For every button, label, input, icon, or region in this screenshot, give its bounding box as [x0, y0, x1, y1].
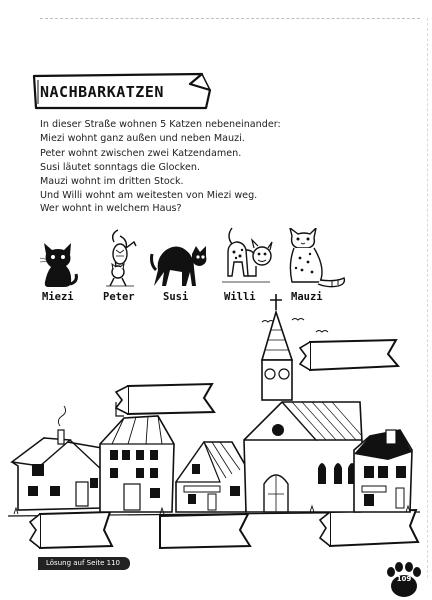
- cross-icon: [270, 294, 282, 310]
- clue-line: In dieser Straße wohnen 5 Katzen nebeneinander:: [40, 119, 281, 130]
- cat-name-label: Miezi: [42, 291, 74, 303]
- solution-reference-tag: Lösung auf Seite 110: [38, 557, 130, 570]
- cut-line-top: [40, 18, 420, 19]
- handstand-cat-icon: [100, 226, 142, 290]
- cat-name-label: Susi: [163, 291, 189, 303]
- page-title: NACHBARKATZEN: [40, 83, 164, 101]
- house-5-icon: [354, 430, 412, 512]
- clue-line: Miezi wohnt ganz außen und neben Mauzi.: [40, 133, 245, 145]
- bird-icon: [316, 331, 328, 333]
- clue-line: Susi läutet sonntags die Glocken.: [40, 161, 200, 173]
- riddle-question: Wer wohnt in welchem Haus?: [40, 203, 182, 214]
- answer-ribbon-icon: [116, 384, 214, 414]
- bird-icon: [292, 319, 304, 321]
- clue-line: Mauzi wohnt im dritten Stock.: [40, 176, 184, 188]
- clock-icon: [279, 369, 289, 379]
- church-with-bell-tower-icon: [244, 294, 362, 512]
- spotted-sitting-cat-icon: [284, 228, 348, 290]
- clock-icon: [265, 369, 275, 379]
- page-number: 109: [396, 575, 412, 583]
- cat-name-label: Willi: [224, 291, 256, 303]
- cat-name-label: Mauzi: [291, 291, 323, 303]
- answer-ribbon-icon: [30, 512, 112, 548]
- answer-ribbon-icon: [300, 340, 398, 370]
- answer-ribbon-icon: [320, 510, 418, 546]
- house-3-icon: [176, 442, 248, 512]
- riddle-clues: [40, 118, 410, 204]
- clue-line: Und Willi wohnt am weitesten von Miezi weg.: [40, 190, 258, 202]
- arched-black-cat-icon: [148, 240, 212, 290]
- clue-line: Peter wohnt zwischen zwei Katzendamen.: [40, 147, 242, 159]
- cat-name-label: Peter: [103, 291, 135, 303]
- house-2-icon: [100, 402, 174, 512]
- bird-icon: [262, 321, 274, 323]
- street-scene-illustration: [0, 290, 432, 552]
- house-1-icon: [12, 406, 104, 510]
- black-sitting-cat-icon: [38, 240, 80, 290]
- answer-ribbon-icon: [160, 514, 250, 548]
- spotted-dog-like-cat-icon: [218, 226, 274, 290]
